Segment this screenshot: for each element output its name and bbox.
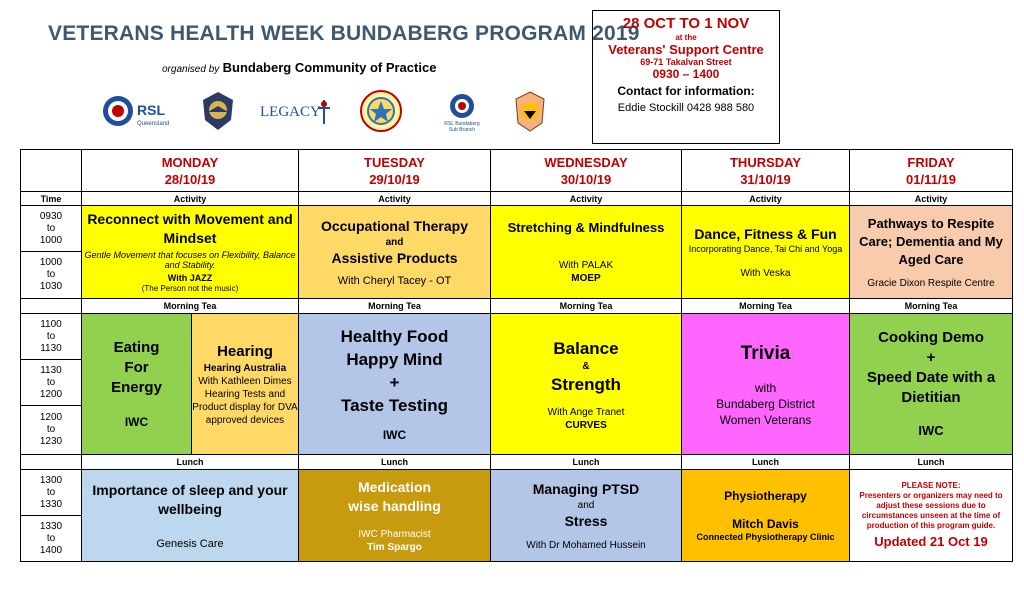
- svg-text:RSL: RSL: [137, 102, 165, 118]
- day-header-thursday: THURSDAY 31/10/19: [682, 150, 850, 192]
- svg-text:Sub Branch: Sub Branch: [448, 127, 476, 132]
- corner-cell: [21, 150, 82, 192]
- contact-details: Eddie Stockill 0428 988 580: [617, 102, 755, 114]
- morning-tea-label: Morning Tea: [491, 299, 682, 314]
- activity-header: Activity: [299, 192, 491, 206]
- raaf-badge-logo: [198, 90, 238, 132]
- organised-prefix: organised by: [162, 64, 220, 75]
- activity-header: Activity: [850, 192, 1013, 206]
- day-header-friday: FRIDAY 01/11/19: [850, 150, 1013, 192]
- activity-header: Activity: [491, 192, 682, 206]
- lunch-label: Lunch: [491, 455, 682, 470]
- session-eating-for-energy: Eating For Energy IWC: [82, 314, 192, 455]
- time-slot: 1200 to 1230: [21, 406, 82, 455]
- please-note-cell: PLEASE NOTE: Presenters or organizers may need to adjust these sessions due to circumstances unseen at the time of production of this program guide. Updated 21 Oct 19: [850, 470, 1013, 562]
- event-info-box: [592, 10, 780, 144]
- event-at: at the: [675, 33, 697, 42]
- time-slot: 1330 to 1400: [21, 516, 82, 562]
- time-slot: 1130 to 1200: [21, 360, 82, 406]
- page-title: VETERANS HEALTH WEEK BUNDABERG PROGRAM 2019: [48, 22, 640, 45]
- rsl-bundaberg-logo: [442, 90, 482, 132]
- session-trivia: Trivia with Bundaberg District Women Veterans: [682, 314, 850, 455]
- vietnam-veterans-logo: [356, 90, 406, 132]
- day-header-monday: MONDAY 28/10/19: [82, 150, 299, 192]
- day-header-wednesday: WEDNESDAY 30/10/19: [491, 150, 682, 192]
- day-header-tuesday: TUESDAY 29/10/19: [299, 150, 491, 192]
- lunch-label: Lunch: [299, 455, 491, 470]
- session-managing-ptsd: Managing PTSD and Stress With Dr Mohamed Hussein: [491, 470, 682, 562]
- event-dates: 28 OCT TO 1 NOV: [622, 15, 750, 32]
- svg-text:LEGACY: LEGACY: [260, 104, 321, 120]
- organiser-line: [162, 60, 436, 75]
- naval-association-logo: [510, 90, 550, 132]
- session-respite-care: Pathways to Respite Care; Dementia and My Aged Care Gracie Dixon Respite Centre: [850, 206, 1013, 299]
- session-physiotherapy: Physiotherapy Mitch Davis Connected Physiotherapy Clinic: [682, 470, 850, 562]
- session-dance-fitness: Dance, Fitness & Fun Incorporating Dance, Tai Chi and Yoga With Veska: [682, 206, 850, 299]
- contact-label: Contact for information:: [617, 84, 755, 98]
- session-occupational-therapy: Occupational Therapy and Assistive Products With Cheryl Tacey - OT: [299, 206, 491, 299]
- morning-tea-label: Morning Tea: [850, 299, 1013, 314]
- morning-tea-label: Morning Tea: [82, 299, 299, 314]
- morning-tea-label: Morning Tea: [682, 299, 850, 314]
- time-slot: 1300 to 1330: [21, 470, 82, 516]
- activity-header: Activity: [682, 192, 850, 206]
- lunch-label: Lunch: [682, 455, 850, 470]
- event-hours: 0930 – 1400: [652, 67, 720, 81]
- session-hearing: Hearing Hearing Australia With Kathleen Dimes Hearing Tests and Product display for DVA approved devices: [192, 314, 299, 455]
- activity-header: Activity: [82, 192, 299, 206]
- event-venue: Veterans' Support Centre: [608, 42, 764, 57]
- morning-tea-label: Morning Tea: [299, 299, 491, 314]
- legacy-logo: [258, 90, 338, 132]
- time-slot: 1100 to 1130: [21, 314, 82, 360]
- session-healthy-food: Healthy Food Happy Mind + Taste Testing IWC: [299, 314, 491, 455]
- session-medication: Medication wise handling IWC Pharmacist Tim Spargo: [299, 470, 491, 562]
- svg-text:RSL Bundaberg: RSL Bundaberg: [444, 121, 480, 127]
- organiser-name: Bundaberg Community of Practice: [222, 60, 437, 75]
- svg-text:Queensland: Queensland: [137, 121, 170, 127]
- time-slot: 1000 to 1030: [21, 252, 82, 299]
- lunch-label: Lunch: [850, 455, 1013, 470]
- spacer-cell: [21, 299, 82, 314]
- session-cooking-demo: Cooking Demo + Speed Date with a Dietitian IWC: [850, 314, 1013, 455]
- session-balance-strength: Balance & Strength With Ange Tranet CURVES: [491, 314, 682, 455]
- session-stretching-mindfulness: Stretching & Mindfulness With PALAK MOEP: [491, 206, 682, 299]
- session-sleep-wellbeing: Importance of sleep and your wellbeing Genesis Care: [82, 470, 299, 562]
- schedule-table: [20, 149, 1013, 562]
- time-slot: 0930 to 1000: [21, 206, 82, 252]
- time-header: Time: [21, 192, 82, 206]
- event-address: 69-71 Takalvan Street: [640, 57, 732, 67]
- lunch-label: Lunch: [82, 455, 299, 470]
- rsl-queensland-logo: [100, 90, 174, 132]
- spacer-cell: [21, 455, 82, 470]
- session-reconnect-movement: Reconnect with Movement and Mindset Gentle Movement that focuses on Flexibility, Balance and Stability. With JAZZ (The Person not the music): [82, 206, 299, 299]
